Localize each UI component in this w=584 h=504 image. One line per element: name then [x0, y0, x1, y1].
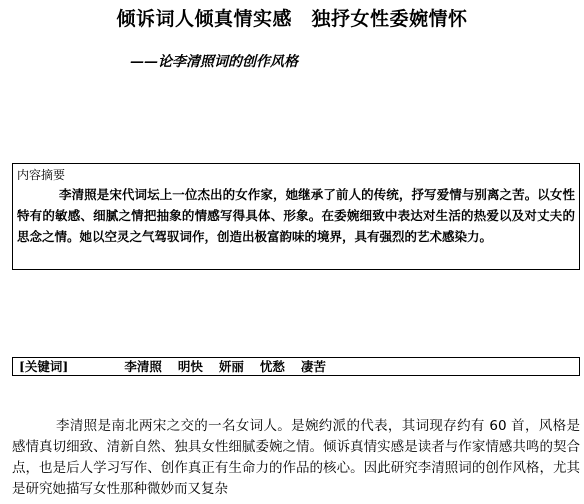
abstract-label: 内容摘要 [17, 168, 66, 182]
abstract-box [12, 163, 580, 270]
body-paragraph: 李清照是南北两宋之交的一名女词人。是婉约派的代表，其词现存约有 60 首，风格是感情真切细致、清新自然、独具女性细腻委婉之情。倾诉真情实感是读者与作家情感共鸣的契合点，也是后人学习写作、创作真正有生命力的作品的核心。因此研究李清照词的创作风格，尤其是研究她描写女性那种微妙而又复杂 [12, 418, 580, 497]
keyword-item: 明快 [177, 359, 203, 374]
document-subtitle: ——论李清照词的创作风格 [130, 54, 298, 70]
keyword-item: 凄苦 [300, 359, 326, 374]
keyword-item: 李清照 [124, 359, 162, 374]
document-title: 倾诉词人倾真情实感 独抒女性委婉情怀 [116, 8, 468, 30]
abstract-text: 李清照是宋代词坛上一位杰出的女作家，她继承了前人的传统，抒写爱情与别离之苦。以女性特有的敏感、细腻之情把抽象的情感写得具体、形象。在委婉细致中表达对生活的热爱以及对丈夫的思念之情。她以空灵之气驾驭词作，创造出极富韵味的境界，具有强烈的艺术感染力。 [17, 187, 575, 244]
keyword-item: 忧愁 [259, 359, 285, 374]
keywords-label: [关键词] [19, 359, 69, 374]
keywords-box [12, 357, 580, 376]
keyword-item: 妍丽 [218, 359, 244, 374]
